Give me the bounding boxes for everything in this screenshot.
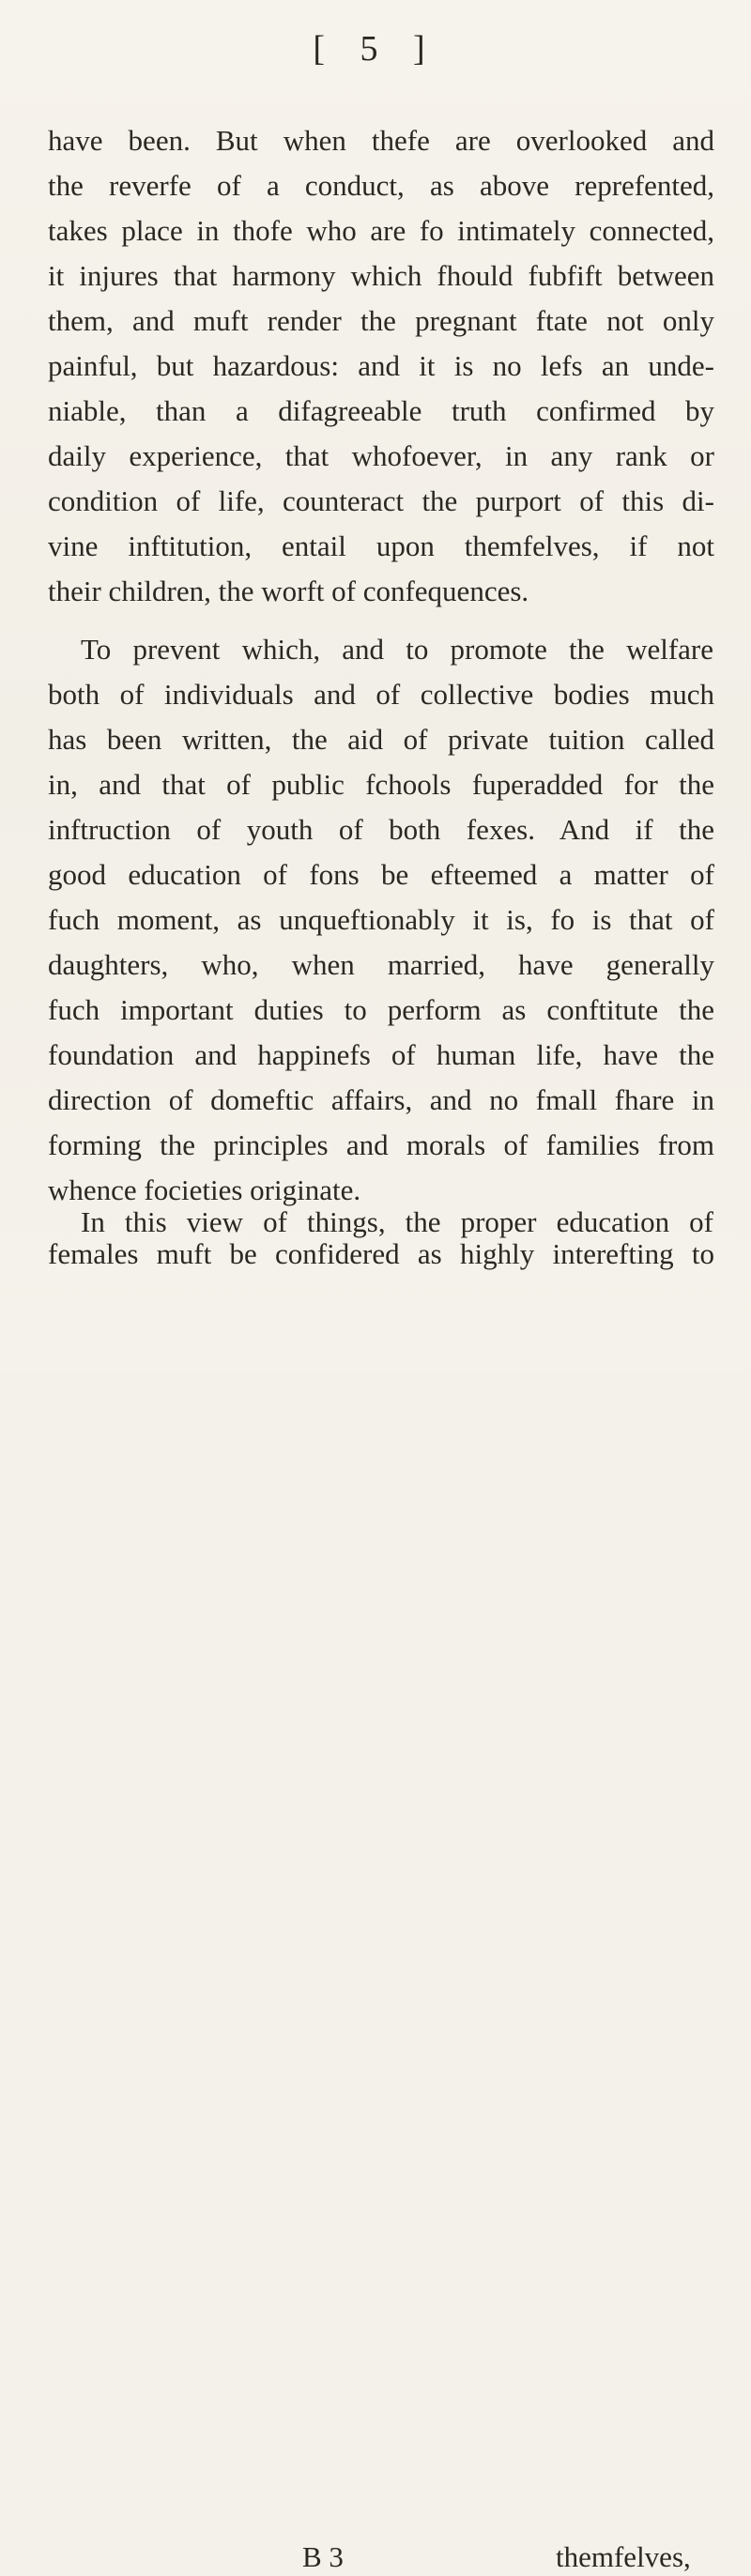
signature-mark: B 3 [302,2540,344,2573]
text-line: their children, the worft of confequences. [48,575,529,607]
page-number: [ 5 ] [313,29,438,69]
text-line: fuch important duties to perform as conftitute the [48,993,714,1026]
text-line: fuch moment, as unqueftionably it is, fo is that of [48,903,714,936]
page-footer [0,1269,751,2573]
text-line: whence focieties originate. [48,1173,361,1206]
text-line: daughters, who, when married, have generally [48,948,714,981]
text-line: females muft be confidered as highly interefting to [48,1237,714,1270]
text-line: have been. But when thefe are overlooked and [48,124,714,157]
text-line: To prevent which, and to promote the welfare [81,633,713,666]
text-line: both of individuals and of collective bodies much [48,678,714,711]
text-line: In this view of things, the proper education of [81,1205,713,1238]
text-line: it injures that harmony which fhould fubfift between [48,259,714,292]
text-line: daily experience, that whofoever, in any rank or [48,439,714,472]
text-line: foundation and happinefs of human life, have the [48,1038,714,1071]
text-line: good education of fons be efteemed a matter of [48,858,714,891]
text-line: them, and muft render the pregnant ftate not only [48,304,714,337]
text-line: inftruction of youth of both fexes. And if the [48,813,714,846]
catchword: themfelves, [556,2540,691,2573]
text-line: has been written, the aid of private tuition called [48,723,714,756]
text-line: direction of domeftic affairs, and no fmall fhare in [48,1083,714,1116]
text-line: painful, but hazardous: and it is no lefs an unde- [48,349,714,382]
text-line: forming the principles and morals of families from [48,1128,714,1161]
text-line: takes place in thofe who are fo intimately connected, [48,214,714,247]
text-line: condition of life, counteract the purport of this di- [48,484,714,517]
text-line: vine inftitution, entail upon themfelves, if not [48,529,714,562]
text-line: the reverfe of a conduct, as above reprefented, [48,169,714,202]
text-line: niable, than a difagreeable truth confirmed by [48,394,714,427]
text-line: in, and that of public fchools fuperadded for the [48,768,714,801]
